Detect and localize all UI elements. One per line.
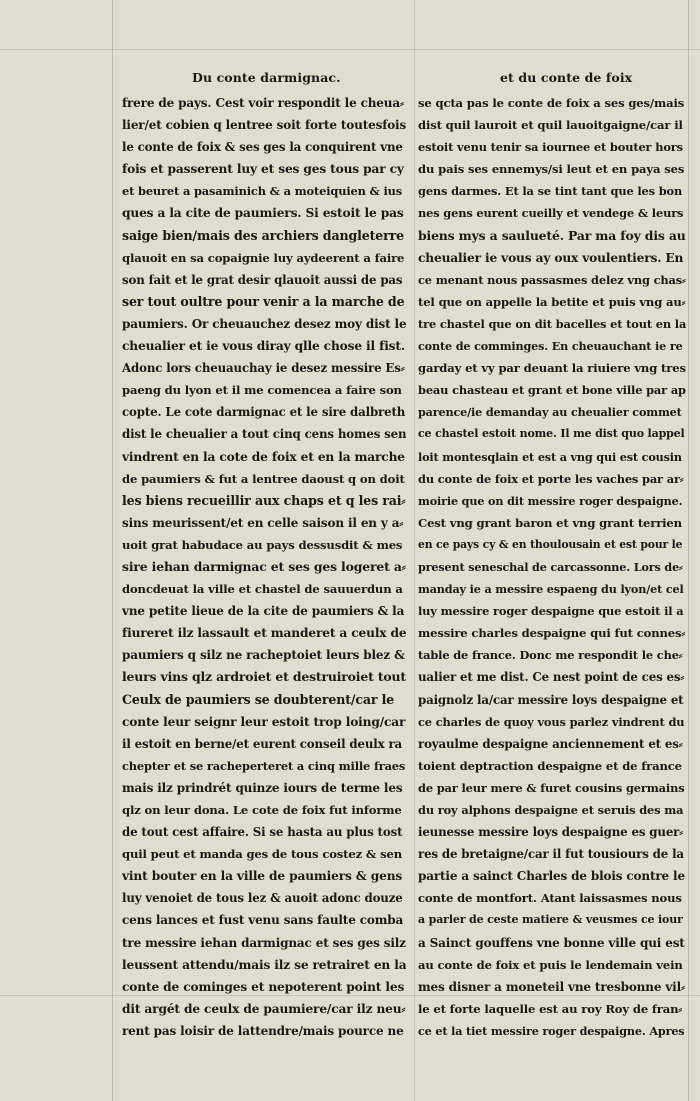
text-column-right: [418, 92, 686, 1042]
text-line: du pais ses ennemys/si leut et en paya ses: [418, 162, 685, 177]
ruling-line: [414, 0, 415, 1101]
text-line: conte de montfort. Atant laissasmes nous: [418, 891, 682, 906]
text-line: lier/et cobien q lentree soit forte toutesfois: [122, 118, 406, 133]
ruling-line: [112, 0, 113, 1101]
text-line: fois et passerent luy et ses ges tous par cy: [122, 162, 404, 177]
text-line: son fait et le grat desir qlauoit aussi de pas: [122, 272, 403, 287]
text-line: leurs vins qlz ardroiet et destruiroiet tout: [122, 669, 406, 685]
text-line: mes disner a moneteil vne tresbonne vil⸗: [418, 979, 685, 994]
text-line: sire iehan darmignac et ses ges logeret a⸗: [122, 558, 406, 574]
ruling-line: [0, 49, 700, 50]
text-line: du conte de foix et porte les vaches par ar⸗: [418, 471, 684, 486]
text-line: vne petite lieue de la cite de paumiers & la: [122, 604, 405, 619]
text-line: se qcta pas le conte de foix a ses ges/mais: [418, 96, 685, 110]
text-line: partie a sainct Charles de blois contre le: [418, 869, 685, 884]
text-line: les biens recueillir aux chaps et q les rai⸗: [122, 492, 406, 508]
text-line: a parler de ceste matiere & veusmes ce iour: [418, 913, 683, 927]
text-line: au conte de foix et puis le lendemain vein: [418, 957, 683, 972]
text-line: conte de cominges et nepoterent point les: [122, 979, 405, 994]
text-line: leussent attendu/mais ilz se retrairet en la: [122, 957, 406, 972]
text-line: cheualier et ie vous diray qlle chose il fist.: [122, 339, 405, 354]
text-line: qlz on leur dona. Le cote de foix fut informe: [122, 803, 402, 817]
text-line: dist le cheualier a tout cinq cens homes sen: [122, 427, 406, 442]
text-line: luy venoiet de tous lez & auoit adonc douze: [122, 891, 403, 906]
text-line: conte de comminges. En cheuauchant ie re: [418, 339, 683, 354]
text-line: qlauoit en sa copaignie luy aydeerent a faire: [122, 250, 405, 265]
text-line: sins meurissent/et en celle saison il en y a⸗: [122, 515, 404, 530]
text-line: quil peut et manda ges de tous costez & sen: [122, 847, 403, 862]
text-line: tre chastel que on dit bacelles et tout en la: [418, 316, 686, 331]
text-line: copte. Le cote darmignac et le sire dalbreth: [122, 405, 406, 420]
text-line: loit montesqlain et est a vng qui est cousin: [418, 449, 682, 464]
text-line: toient deptraction despaigne et de france: [418, 758, 682, 773]
text-line: garday et vy par deuant la riuiere vng tres: [418, 361, 686, 376]
text-line: a Sainct gouffens vne bonne ville qui est: [418, 935, 685, 950]
text-line: ce charles de quoy vous parlez vindrent du: [418, 714, 685, 729]
text-line: le conte de foix & ses ges la conquirent vne: [122, 140, 403, 155]
text-line: conte leur seignr leur estoit trop loing/car: [122, 714, 406, 729]
ruling-line: [688, 0, 689, 1101]
text-line: mais ilz prindrét quinze iours de terme les: [122, 780, 403, 795]
text-line: paumiers q silz ne racheptoiet leurs blez &: [122, 648, 405, 663]
text-line: royaulme despaigne anciennement et es⸗: [418, 736, 683, 751]
text-line: fiureret ilz lassault et manderet a ceulx de: [122, 626, 406, 641]
text-line: cens lances et fust venu sans faulte comba: [122, 913, 404, 928]
running-header-left: Du conte darmignac.: [192, 70, 341, 85]
text-line: luy messire roger despaigne que estoit il a: [418, 604, 684, 619]
text-line: le et forte laquelle est au roy Roy de fran⸗: [418, 1001, 683, 1016]
text-line: ce et la tiet messire roger despaigne. Apres: [418, 1023, 685, 1038]
text-line: vint bouter en la ville de paumiers & gens: [122, 869, 403, 884]
text-line: doncdeuat la ville et chastel de sauuerdun a: [122, 582, 403, 597]
text-line: present seneschal de carcassonne. Lors de⸗: [418, 559, 683, 574]
text-line: il estoit en berne/et eurent conseil deulx ra: [122, 736, 403, 751]
text-line: ce menant nous passasmes delez vng chas⸗: [418, 272, 686, 287]
text-line: paeng du lyon et il me comencea a faire son: [122, 383, 402, 398]
text-line: res de bretaigne/car il fut tousiours de la: [418, 847, 684, 862]
text-line: et beuret a pasaminich & a moteiquien & ius: [122, 184, 403, 199]
text-line: Cest vng grant baron et vng grant terrien: [418, 515, 682, 530]
text-line: paumiers. Or cheuauchez desez moy dist le: [122, 316, 406, 331]
text-line: dist quil lauroit et quil lauoitgaigne/car il: [418, 118, 683, 133]
text-line: en ce pays cy & en thoulousain et est pour le: [418, 537, 683, 551]
text-line: ques a la cite de paumiers. Si estoit le pas: [122, 206, 404, 221]
text-line: de tout cest affaire. Si se hasta au plus tost: [122, 825, 403, 840]
text-line: manday ie a messire espaeng du lyon/et cel: [418, 582, 684, 597]
text-line: saige bien/mais des archiers dangleterre: [122, 227, 404, 243]
text-line: parence/ie demanday au cheualier commet: [418, 405, 682, 420]
running-header-right: et du conte de foix: [500, 70, 633, 85]
text-line: biens mys a saulueté. Par ma foy dis au: [418, 227, 686, 243]
text-line: estoit venu tenir sa iournee et bouter hors: [418, 140, 683, 155]
text-line: tel que on appelle la betite et puis vng au⸗: [418, 294, 686, 309]
text-line: ualier et me dist. Ce nest point de ces es⸗: [418, 670, 685, 685]
text-line: cheualier ie vous ay oux voulentiers. En: [418, 250, 684, 265]
text-line: gens darmes. Et la se tint tant que les bon: [418, 184, 683, 199]
text-line: tre messire iehan darmignac et ses ges silz: [122, 935, 406, 950]
text-line: ser tout oultre pour venir a la marche de: [122, 293, 405, 309]
text-line: uoit grat habudace au pays dessusdit & mes: [122, 537, 403, 552]
text-line: Adonc lors cheuauchay ie desez messire Es⸗: [122, 361, 405, 376]
text-line: vindrent en la cote de foix et en la marche: [122, 449, 405, 464]
text-line: rent pas loisir de lattendre/mais pource ne: [122, 1023, 404, 1038]
text-line: de paumiers & fut a lentree daoust q on doit: [122, 471, 405, 486]
text-line: nes gens eurent cueilly et vendege & leurs: [418, 206, 684, 221]
text-line: messire charles despaigne qui fut connes⸗: [418, 626, 686, 641]
text-line: du roy alphons despaigne et seruis des ma: [418, 803, 684, 817]
text-line: moirie que on dit messire roger despaigne.: [418, 493, 683, 508]
text-line: beau chasteau et grant et bone ville par ap: [418, 383, 686, 398]
text-line: de par leur mere & furet cousins germains: [418, 780, 685, 795]
text-line: paignolz la/car messire loys despaigne et: [418, 692, 684, 707]
text-column-left: [122, 92, 406, 1042]
text-line: Ceulx de paumiers se doubterent/car le: [122, 691, 395, 707]
text-line: frere de pays. Cest voir respondit le cheua⸗: [122, 96, 404, 110]
text-line: ce chastel estoit nome. Il me dist quo lappel: [418, 427, 685, 441]
text-line: ieunesse messire loys despaigne es guer⸗: [418, 825, 684, 840]
text-line: table de france. Donc me respondit le che⸗: [418, 648, 683, 663]
text-line: chepter et se racheperteret a cinq mille fraes: [122, 758, 406, 773]
text-line: dit argét de ceulx de paumiere/car ilz neu⸗: [122, 1001, 406, 1016]
